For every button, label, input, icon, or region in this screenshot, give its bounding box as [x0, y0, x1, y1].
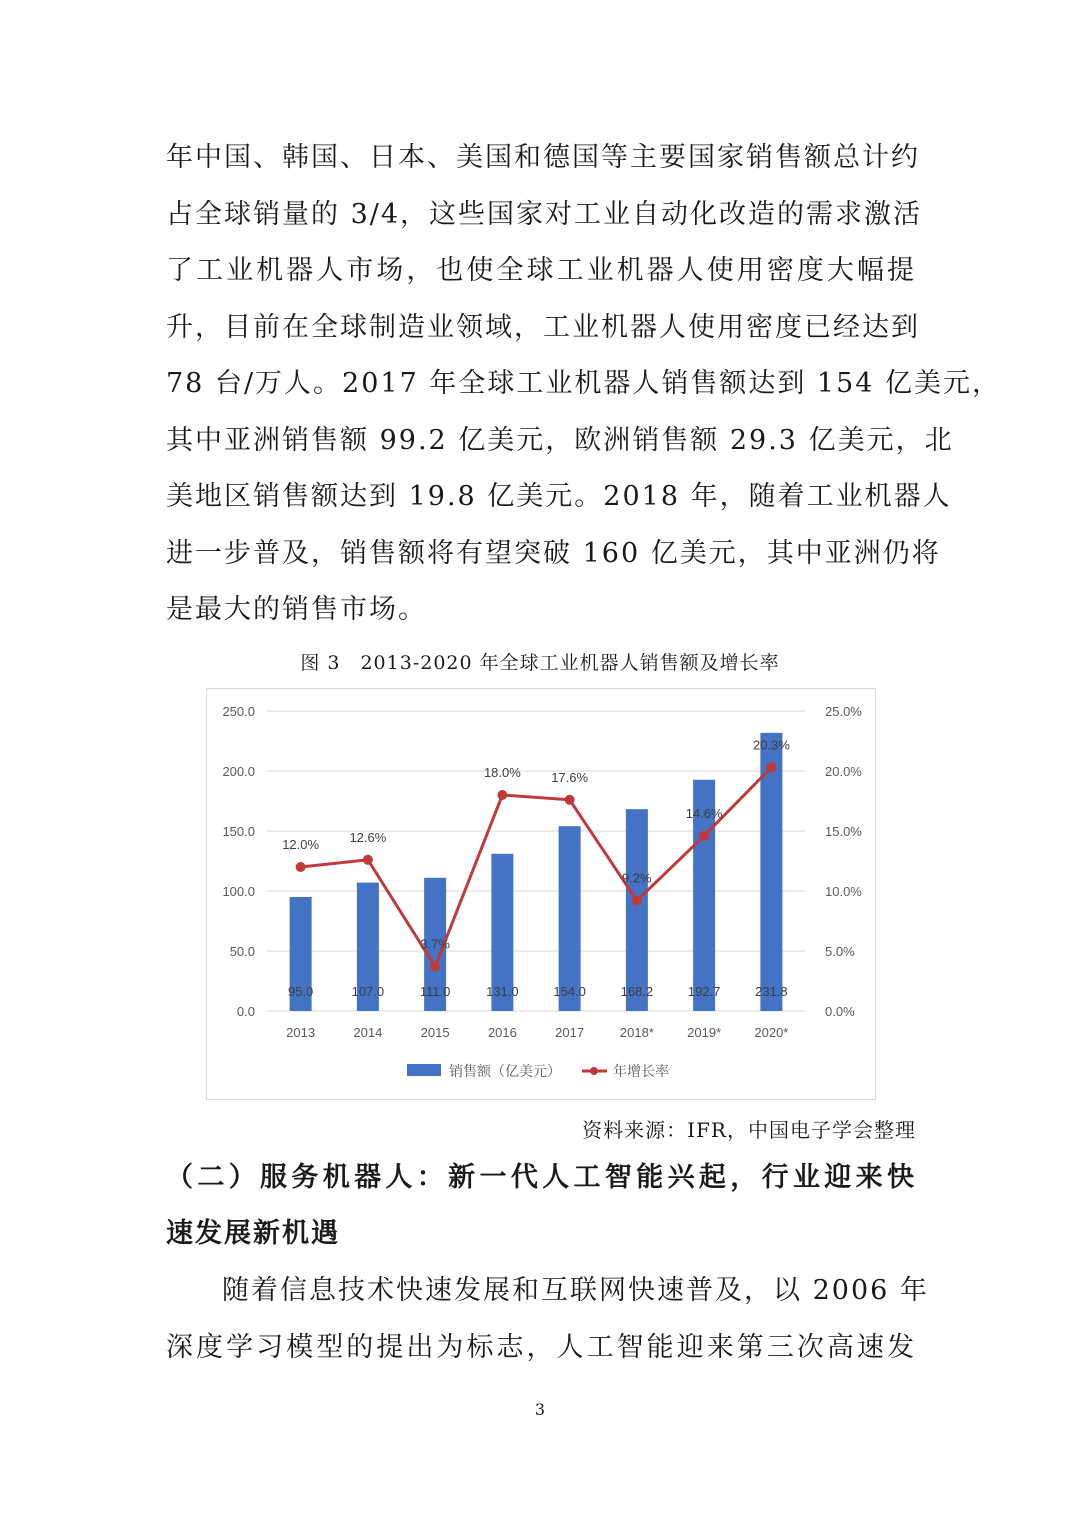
y-right-tick-label: 25.0% — [825, 704, 862, 719]
growth-rate-point — [296, 862, 306, 872]
text-line: 其中亚洲销售额 99.2 亿美元，欧洲销售额 29.3 亿美元，北 — [166, 425, 954, 456]
page-number: 3 — [534, 1400, 546, 1419]
growth-rate-point — [565, 795, 575, 805]
y-left-tick-label: 50.0 — [229, 944, 255, 959]
y-left-tick-label: 0.0 — [236, 1004, 255, 1019]
growth-rate-label: 12.6% — [349, 829, 387, 845]
y-right-tick-label: 15.0% — [825, 824, 862, 839]
growth-rate-point — [699, 831, 709, 841]
text-line: 年中国、韩国、日本、美国和德国等主要国家销售额总计约 — [166, 142, 920, 173]
text-line: 深度学习模型的提出为标志，人工智能迎来第三次高速发 — [166, 1332, 916, 1363]
x-tick-label: 2016 — [487, 1025, 517, 1040]
text-line: 是最大的销售市场。 — [166, 594, 427, 625]
x-tick-label: 2018* — [619, 1025, 654, 1040]
bar-value-label: 231.8 — [755, 984, 788, 999]
text-line: 了工业机器人市场，也使全球工业机器人使用密度大幅提 — [166, 255, 916, 286]
x-tick-label: 2015 — [420, 1025, 450, 1040]
growth-rate-point — [430, 962, 440, 972]
text-line: 升，目前在全球制造业领域，工业机器人使用密度已经达到 — [166, 312, 920, 343]
x-tick-label: 2020* — [754, 1025, 789, 1040]
x-tick-label: 2019* — [687, 1025, 722, 1040]
y-right-tick-label: 0.0% — [825, 1004, 855, 1019]
combo-chart — [207, 689, 875, 1099]
text-line: 美地区销售额达到 19.8 亿美元。2018 年，随着工业机器人 — [166, 481, 952, 512]
text-line: 占全球销量的 3/4，这些国家对工业自动化改造的需求激活 — [166, 199, 923, 230]
text-line: 78 台/万人。2017 年全球工业机器人销售额达到 154 亿美元， — [166, 368, 1002, 399]
bar-value-label: 154.0 — [553, 984, 586, 999]
bar-value-label: 95.0 — [287, 984, 314, 999]
bar-value-label: 131.0 — [486, 984, 519, 999]
y-left-tick-label: 200.0 — [222, 764, 255, 779]
legend-label-bar: 销售额（亿美元） — [449, 1063, 561, 1079]
x-tick-label: 2013 — [286, 1025, 316, 1040]
x-tick-label: 2014 — [353, 1025, 383, 1040]
bar-value-label: 111.0 — [419, 984, 451, 999]
section-heading-cont: 速发展新机遇 — [166, 1218, 340, 1249]
growth-rate-point — [363, 855, 373, 865]
figure-caption: 图 3 2013-2020 年全球工业机器人销售额及增长率 — [300, 652, 780, 674]
growth-rate-point — [766, 762, 776, 772]
bar-value-label: 107.0 — [351, 984, 385, 999]
y-left-tick-label: 150.0 — [222, 824, 255, 839]
y-left-tick-label: 100.0 — [222, 884, 255, 899]
growth-rate-label: 18.0% — [483, 765, 521, 780]
growth-rate-point — [497, 790, 507, 800]
y-right-tick-label: 20.0% — [825, 764, 862, 779]
growth-rate-label: 20.3% — [752, 737, 790, 753]
y-left-tick-label: 250.0 — [222, 704, 255, 719]
legend-swatch-bar — [407, 1064, 441, 1076]
source-note: 资料来源：IFR，中国电子学会整理 — [582, 1118, 916, 1142]
growth-rate-label: 9.2% — [622, 870, 652, 886]
section-heading: （二）服务机器人：新一代人工智能兴起，行业迎来快 — [166, 1162, 916, 1193]
growth-rate-point — [632, 896, 642, 906]
legend-swatch-point — [590, 1067, 598, 1075]
growth-rate-label: 3.7% — [420, 936, 450, 952]
x-tick-label: 2017 — [555, 1025, 585, 1040]
bar-value-label: 192.7 — [687, 984, 721, 999]
growth-rate-label: 12.0% — [282, 837, 320, 852]
y-right-tick-label: 10.0% — [825, 884, 862, 899]
text-line: 随着信息技术快速发展和互联网快速普及，以 2006 年 — [222, 1275, 929, 1306]
growth-rate-label: 14.6% — [685, 805, 723, 821]
text-line: 进一步普及，销售额将有望突破 160 亿美元，其中亚洲仍将 — [166, 538, 941, 569]
legend-label-line: 年增长率 — [613, 1063, 669, 1079]
growth-rate-label: 17.6% — [551, 769, 589, 785]
bar — [626, 809, 648, 1011]
bar-value-label: 168.2 — [620, 984, 654, 999]
chart-container — [206, 688, 876, 1100]
y-right-tick-label: 5.0% — [825, 944, 855, 959]
